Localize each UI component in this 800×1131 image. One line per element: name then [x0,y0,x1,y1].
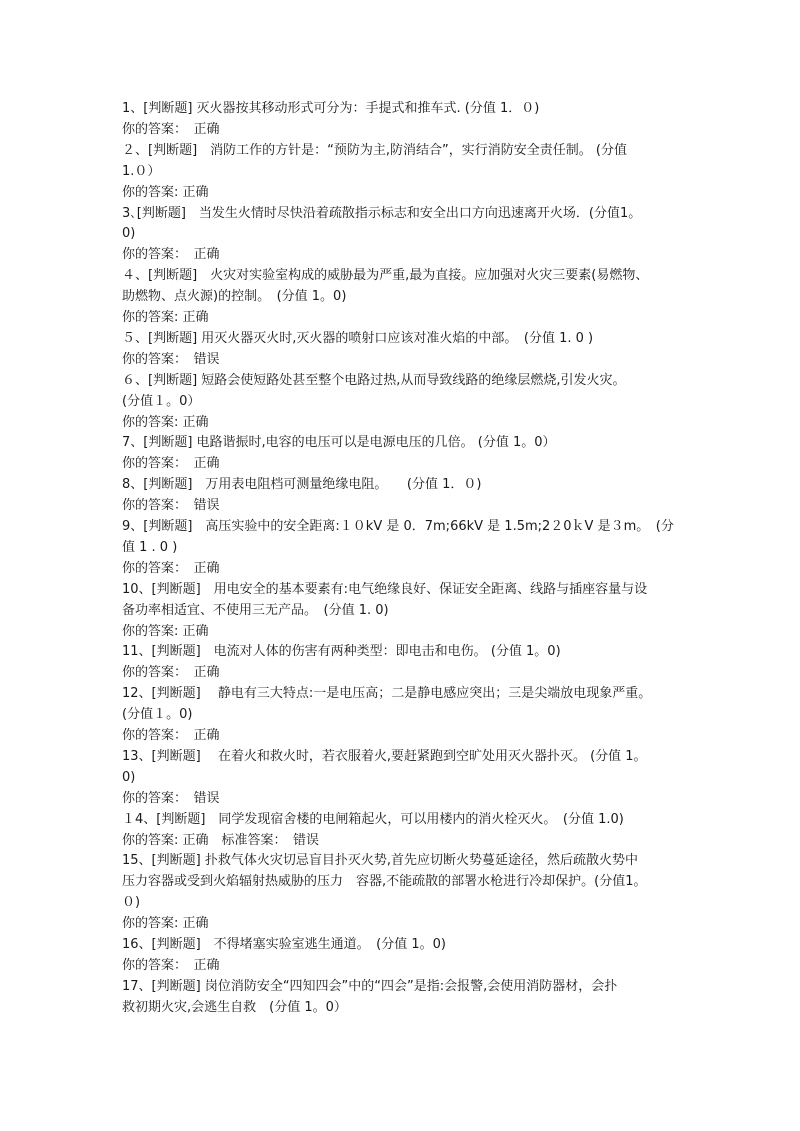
question-text-line: 值 1 . 0 ) [122,539,178,555]
question-text-line: 7、[判断题] 电路谐振时,电容的电压可以是电源电压的几倍。 (分值 1。0） [122,435,556,451]
question-text-line: 9、[判断题] 高压实验中的安全距离:１０kV 是 0．7m;66kV 是 1.5m;2２0ｋV 是３m。 (分 [122,519,674,534]
question-text-line: 1.０） [122,163,161,179]
answer-line: 你的答案： 错误 [122,351,220,367]
question-text-line: ４、[判断题] 火灾对实验室构成的威胁最为严重,最为直接。应加强对火灾三要素(易燃物、 [122,268,649,284]
question-text-line: ６、[判断题] 短路会使短路处甚至整个电路过热,从而导致线路的绝缘层燃烧,引发火灾。 [122,372,626,388]
answer-line: 你的答案: 正确 [122,623,209,639]
question-text-line: 10、[判断题] 用电安全的基本要素有:电气绝缘良好、保证安全距离、线路与插座容量与设 [122,581,648,597]
question-text-line: (分值１。0) [122,707,193,723]
question-text-line: 16、[判断题] 不得堵塞实验室逃生通道。 (分值 1。0) [122,937,447,952]
answer-line: 你的答案： 错误 [122,790,220,806]
answer-line: 你的答案： 错误 [122,498,220,514]
answer-line: 你的答案： 正确 [122,665,220,681]
answer-line: 你的答案： 正确 [122,456,220,472]
question-text-line: 1、[判断题] 灭火器按其移动形式可分为：手提式和推车式. (分值 1．０) [122,101,540,116]
question-text-line: 压力容器或受到火焰辐射热威胁的压力 容器,不能疏散的部署水枪进行冷却保护。(分值1。 [122,874,647,890]
question-text-line: １4、[判断题] 同学发现宿舍楼的电闸箱起火，可以用楼内的消火栓灭火。 (分值 1.0) [122,811,624,827]
question-text-line: 11、[判断题] 电流对人体的伤害有两种类型：即电击和电伤。 (分值 1。0) [122,644,561,660]
answer-line: 你的答案: 正确 标准答案： 错误 [122,832,320,848]
question-text-line: 3､[判断题] 当发生火情时尽快沿着疏散指示标志和安全出口方向迅速离开火场．(分值1。 [122,205,642,221]
question-text-line: 备功率相适宜、不使用三无产品。 (分值 1. 0) [122,602,389,618]
question-text-line: 助燃物、点火源)的控制。 (分值 1。0) [122,289,347,305]
answer-line: 你的答案: 正确 [122,414,209,430]
answer-line: 你的答案： 正确 [122,728,220,743]
answer-line: 你的答案: 正确 [122,916,209,932]
question-text-line: 17、[判断题] 岗位消防安全“四知四会”中的“四会”是指:会报警,会使用消防器材，会扑 [122,978,618,994]
question-text-line: (分值１。0） [122,393,201,409]
answer-line: 你的答案： 正确 [122,560,220,576]
answer-line: 你的答案: 正确 [122,310,209,325]
answer-line: 你的答案： 正确 [122,121,220,137]
question-text-line: 救初期火灾,会逃生自救 (分值 1。0） [122,999,347,1015]
question-text-line: ５、[判断题] 用灭火器灭火时,灭火器的喷射口应该对准火焰的中部。 (分值 1. 0 ) [122,330,594,346]
question-text-line: 8、[判断题] 万用表电阻档可测量绝缘电阻。 (分值 1．０) [122,477,482,493]
question-text-line: 12、[判断题] 静电有三大特点:一是电压高；二是静电感应突出；三是尖端放电现象严重。 [122,686,652,702]
answer-line: 你的答案: 正确 [122,184,209,200]
question-text-line: ０) [122,895,141,911]
question-text-line: ２、[判断题] 消防工作的方针是：“预防为主,防消结合”，实行消防安全责任制。 (分值 [122,142,627,158]
question-text-line: 15、[判断题] 扑救气体火灾切忌盲目扑灭火势,首先应切断火势蔓延途径，然后疏散火势中 [122,853,638,869]
answer-line: 你的答案： 正确 [122,247,220,263]
question-text-line: 13、[判断题] 在着火和救火时，若衣服着火,要赶紧跑到空旷处用灭火器扑灭。 (分值 1。 [122,748,647,764]
question-text-line: 0) [122,769,136,785]
question-text-line: 0) [122,226,136,242]
answer-line: 你的答案： 正确 [122,957,220,973]
